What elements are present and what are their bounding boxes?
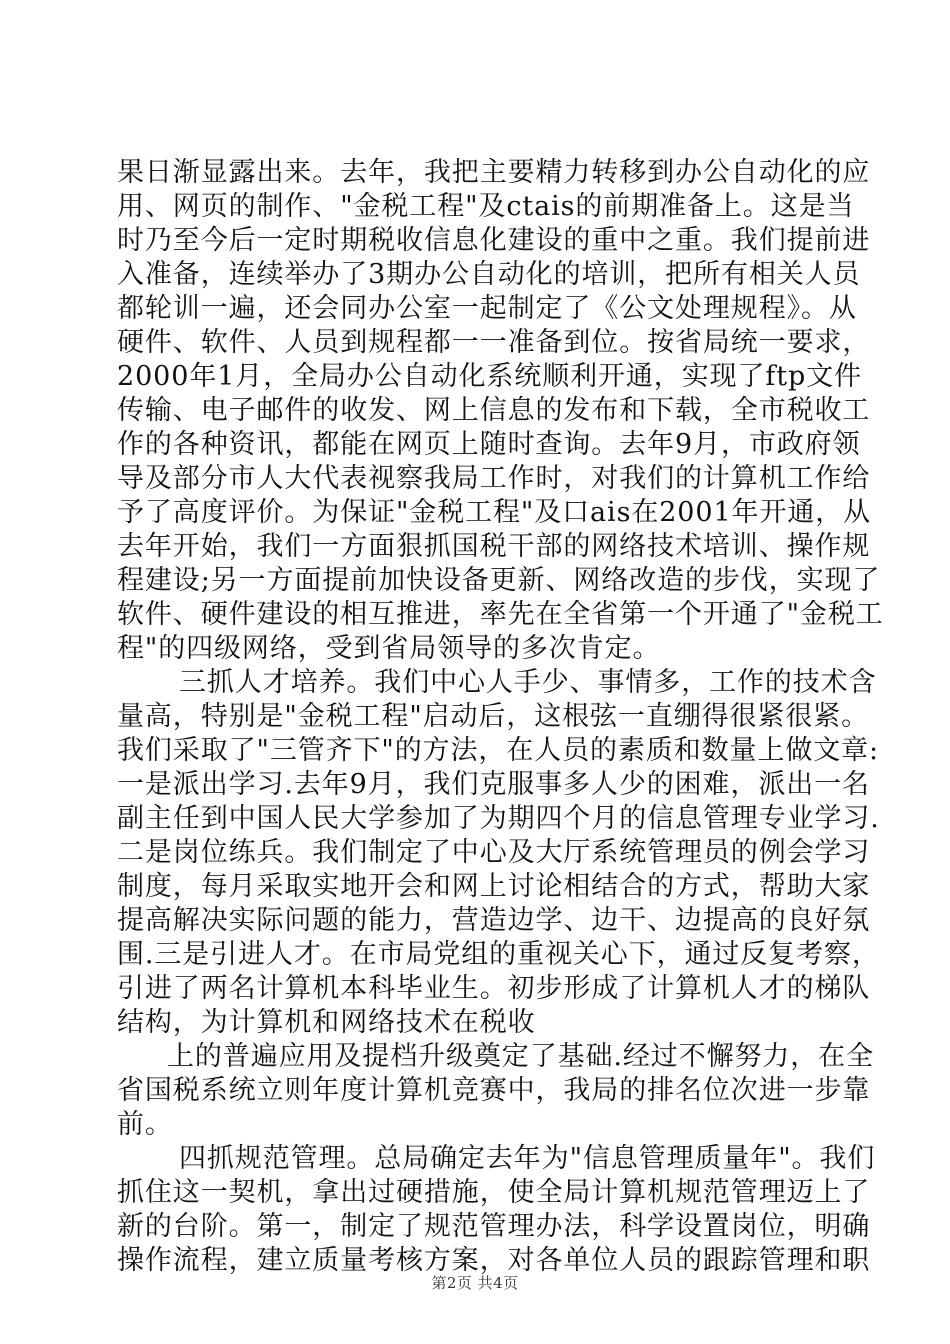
text-line: 一是派出学习.去年9月，我们克服事多人少的困难，派出一名	[117, 769, 870, 800]
text-line: 量高，特别是"金税工程"启动后，这根弦一直绷得很紧很紧。	[117, 701, 870, 732]
text-line: 二是岗位练兵。我们制定了中心及大厅系统管理员的例会学习	[117, 837, 871, 868]
text-line: 2000年1月，全局办公自动化系统顺利开通，实现了ftp文件	[117, 361, 863, 392]
text-line: 引进了两名计算机本科毕业生。初步形成了计算机人才的梯队	[117, 973, 871, 1004]
text-line: 程"的四级网络，受到省局领导的多次肯定。	[117, 633, 661, 664]
text-line: 作的各种资讯，都能在网页上随时查询。去年9月，市政府领	[117, 429, 861, 460]
text-line: 操作流程，建立质量考核方案，对各单位人员的跟踪管理和职	[117, 1245, 871, 1276]
text-line: 传输、电子邮件的收发、网上信息的发布和下载，全市税收工	[117, 395, 871, 426]
text-line: 硬件、软件、人员到规程都一一准备到位。按省局统一要求，	[117, 327, 871, 358]
text-line: 围.三是引进人才。在市局党组的重视关心下，通过反复考察，	[117, 939, 880, 970]
text-line: 我们采取了"三管齐下"的方法，在人员的素质和数量上做文章:	[117, 735, 880, 766]
text-line: 抓住这一契机，拿出过硬措施，使全局计算机规范管理迈上了	[117, 1177, 871, 1208]
paragraph-start-line: 三抓人才培养。我们中心人手少、事情多，工作的技术含	[179, 667, 877, 698]
text-line: 软件、硬件建设的相互推进，率先在全省第一个开通了"金税工	[117, 599, 884, 630]
text-line: 予了高度评价。为保证"金税工程"及口ais在2001年开通，从	[117, 497, 872, 528]
text-line: 时乃至今后一定时期税收信息化建设的重中之重。我们提前进	[117, 225, 871, 256]
paragraph-start-line: 上的普遍应用及提档升级奠定了基础.经过不懈努力，在全	[167, 1041, 874, 1072]
text-line: 导及部分市人大代表视察我局工作时，对我们的计算机工作给	[117, 463, 871, 494]
text-line: 果日渐显露出来。去年，我把主要精力转移到办公自动化的应	[117, 157, 871, 188]
text-line: 结构，为计算机和网络技术在税收	[117, 1007, 536, 1038]
text-line: 提高解决实际问题的能力，营造边学、边干、边提高的良好氛	[117, 905, 871, 936]
text-line: 制度，每月采取实地开会和网上讨论相结合的方式，帮助大家	[117, 871, 871, 902]
text-line: 入准备，连续举办了3期办公自动化的培训，把所有相关人员	[117, 259, 861, 290]
text-line: 用、网页的制作、"金税工程"及ctais的前期准备上。这是当	[117, 191, 855, 222]
text-line: 副主任到中国人民大学参加了为期四个月的信息管理专业学习.	[117, 803, 880, 834]
text-line: 前。	[117, 1109, 173, 1140]
body-text	[117, 156, 884, 1278]
text-line: 省国税系统立则年度计算机竞赛中，我局的排名位次进一步靠	[117, 1075, 871, 1106]
text-line: 程建设;另一方面提前加快设备更新、网络改造的步伐，实现了	[117, 565, 881, 596]
text-line: 都轮训一遍，还会同办公室一起制定了《公文处理规程》。从	[117, 293, 857, 324]
paragraph-start-line: 四抓规范管理。总局确定去年为"信息管理质量年"。我们	[179, 1143, 876, 1174]
page-number-footer: 第2页 共4页	[431, 1274, 519, 1292]
text-line: 新的台阶。第一，制定了规范管理办法，科学设置岗位，明确	[117, 1211, 871, 1242]
text-line: 去年开始，我们一方面狠抓国税干部的网络技术培训、操作规	[117, 531, 871, 562]
